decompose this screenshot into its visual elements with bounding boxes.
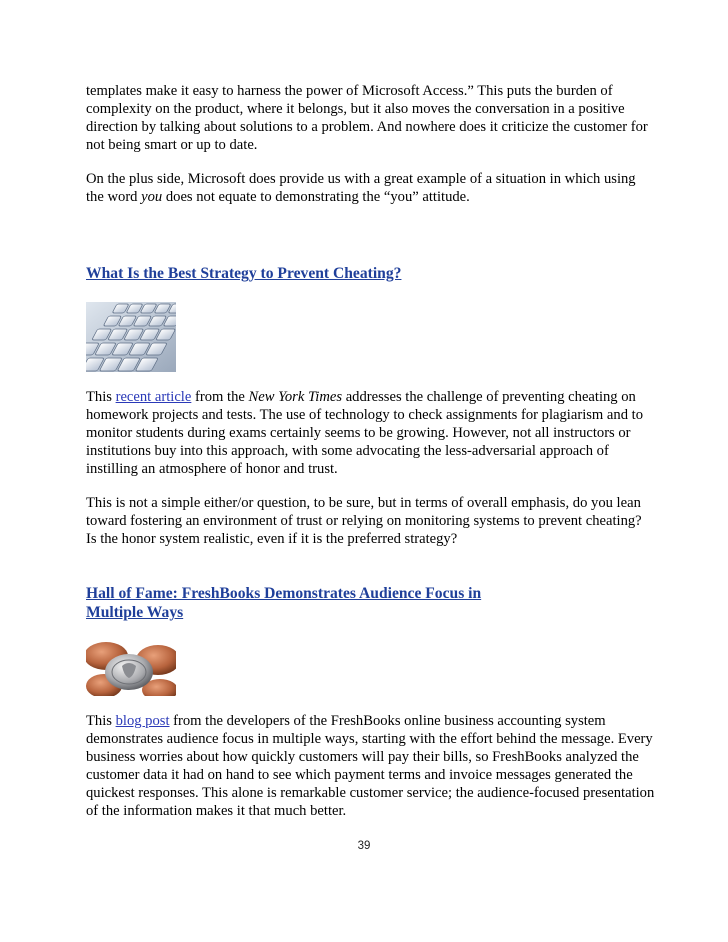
- text-fragment: does not equate to demonstrating the “you” attitude.: [162, 189, 470, 205]
- heading-text: Hall of Fame: FreshBooks Demonstrates Audience Focus in: [86, 585, 482, 602]
- text-line: institutions buy into this approach, with some advocating the less-adversarial approach of: [86, 443, 609, 459]
- keyboard-keys-photo: [86, 302, 176, 372]
- paragraph-microsoft-access: [86, 82, 656, 154]
- text-line: direction by talking about solutions to a problem. And nowhere does it criticize the customer for: [86, 119, 648, 135]
- paragraph-nyt-article: [86, 388, 656, 478]
- text-fragment: the word: [86, 189, 142, 205]
- text-line: [86, 388, 656, 406]
- keyboard-icon: [86, 302, 176, 372]
- text-line: [86, 188, 656, 206]
- text-line: This is not a simple either/or question, to be sure, but in terms of overall emphasis, do you lean: [86, 495, 641, 511]
- recent-article-link[interactable]: recent article: [115, 389, 192, 405]
- text-line: business worries about how quickly customers will pay their bills, so FreshBooks analyzed the: [86, 749, 639, 765]
- paragraph-freshbooks-blog: [86, 712, 656, 820]
- text-line: quickest responses. This alone is remarkable customer service; the audience-focused presentation: [86, 785, 655, 801]
- text-line: of the information makes it that much better.: [86, 803, 347, 819]
- text-line: instilling an atmosphere of honor and trust.: [86, 461, 338, 477]
- text-line: complexity on the product, where it belongs, but it also moves the conversation in a positive: [86, 101, 625, 117]
- text-line: monitor students during exams certainly seems to be growing. However, not all instructors or: [86, 425, 631, 441]
- heading-text: What Is the Best Strategy to Prevent Cheating?: [86, 265, 402, 282]
- blog-post-link[interactable]: blog post: [115, 713, 170, 729]
- section-heading-cheating[interactable]: [86, 264, 646, 283]
- text-line: homework projects and tests. The use of technology to check assignments for plagiarism and to: [86, 407, 643, 423]
- text-fragment: This: [86, 389, 116, 405]
- section-heading-freshbooks[interactable]: [86, 584, 646, 622]
- text-fragment: addresses the challenge of preventing cheating on: [342, 389, 636, 405]
- text-line: Is the honor system realistic, even if it is the preferred strategy?: [86, 531, 458, 547]
- text-line: not being smart or up to date.: [86, 137, 258, 153]
- page-number: 39: [357, 840, 371, 852]
- text-line: On the plus side, Microsoft does provide us with a great example of a situation in which using: [86, 171, 636, 187]
- paragraph-you-attitude: [86, 170, 656, 206]
- text-line: demonstrates audience focus in multiple ways, starting with the effort behind the message. Every: [86, 731, 653, 747]
- text-fragment: from the developers of the FreshBooks online business accounting system: [169, 713, 606, 729]
- emphasis-nyt: New York Times: [248, 389, 343, 405]
- text-line: [86, 712, 656, 730]
- coins-photo: [86, 634, 176, 696]
- text-fragment: This: [86, 713, 116, 729]
- text-line: customer data it had on hand to see which payment terms and invoice messages generated the: [86, 767, 633, 783]
- text-line: templates make it easy to harness the power of Microsoft Access.” This puts the burden of: [86, 83, 613, 99]
- heading-text: Multiple Ways: [86, 604, 184, 621]
- text-fragment: from the: [191, 389, 249, 405]
- emphasis-you: you: [141, 189, 163, 205]
- coins-icon: [86, 634, 176, 696]
- text-line: toward fostering an environment of trust or relying on monitoring systems to prevent cheating?: [86, 513, 642, 529]
- paragraph-honor-system: [86, 494, 656, 548]
